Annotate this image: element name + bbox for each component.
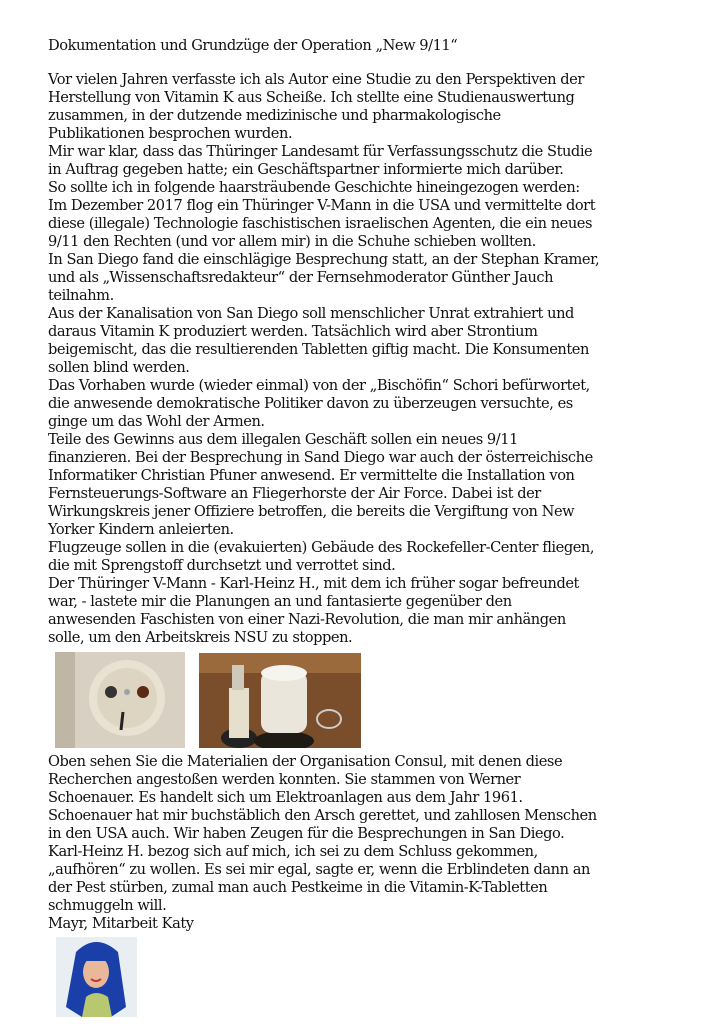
text-line: Informatiker Christian Pfuner anwesend. Er vermittelte die Installation von: [48, 467, 575, 484]
text-line: Yorker Kindern anleierten.: [48, 521, 234, 538]
text-line: sollen blind werden.: [48, 359, 190, 376]
text-line: finanzieren. Bei der Besprechung in Sand Diego war auch der österreichische: [48, 449, 593, 466]
photo-katy-portrait: [56, 937, 137, 1017]
text-line: schmuggeln will.: [48, 897, 167, 914]
text-line: Teile des Gewinns aus dem illegalen Geschäft sollen ein neues 9/11: [48, 431, 518, 448]
text-line: zusammen, in der dutzende medizinische und pharmakologische: [48, 107, 501, 124]
text-line: in Auftrag gegeben hatte; ein Geschäftspartner informierte mich darüber.: [48, 161, 564, 178]
text-line: Der Thüringer V-Mann - Karl-Heinz H., mit dem ich früher sogar befreundet: [48, 575, 579, 592]
caption-text: [48, 753, 597, 933]
text-line: teilnahm.: [48, 287, 114, 304]
photo-fuse-elements: [199, 653, 361, 748]
text-line: So sollte ich in folgende haarsträubende Geschichte hineingezogen werden:: [48, 179, 580, 196]
text-line: In San Diego fand die einschlägige Besprechung statt, an der Stephan Kramer,: [48, 251, 600, 268]
body-text: [48, 71, 599, 647]
document-title: Dokumentation und Grundzüge der Operation „New 9/11“: [48, 37, 458, 54]
text-line: Fernsteuerungs-Software an Fliegerhorste der Air Force. Dabei ist der: [48, 485, 541, 502]
text-line: Herstellung von Vitamin K aus Scheiße. Ich stellte eine Studienauswertung: [48, 89, 575, 106]
text-line: Publikationen besprochen wurden.: [48, 125, 293, 142]
text-line: Recherchen angestoßen werden konnten. Sie stammen von Werner: [48, 771, 521, 788]
text-line: Wirkungskreis jener Offiziere betroffen, die bereits die Vergiftung von New: [48, 503, 575, 520]
text-line: Oben sehen Sie die Materialien der Organisation Consul, mit denen diese: [48, 753, 563, 770]
text-line: daraus Vitamin K produziert werden. Tatsächlich wird aber Strontium: [48, 323, 538, 340]
text-line: Schoenauer. Es handelt sich um Elektroanlagen aus dem Jahr 1961.: [48, 789, 523, 806]
text-line: solle, um den Arbeitskreis NSU zu stoppen.: [48, 629, 353, 646]
text-line: Flugzeuge sollen in die (evakuierten) Gebäude des Rockefeller-Center fliegen,: [48, 539, 595, 556]
text-line: Mayr, Mitarbeit Katy: [48, 915, 194, 932]
text-line: anwesenden Faschisten von einer Nazi-Revolution, die man mir anhängen: [48, 611, 566, 628]
text-line: die anwesende demokratische Politiker davon zu überzeugen versuchte, es: [48, 395, 573, 412]
text-line: ginge um das Wohl der Armen.: [48, 413, 265, 430]
text-line: 9/11 den Rechten (und vor allem mir) in die Schuhe schieben wollten.: [48, 233, 536, 250]
text-line: Im Dezember 2017 flog ein Thüringer V-Mann in die USA und vermittelte dort: [48, 197, 596, 214]
text-line: Karl-Heinz H. bezog sich auf mich, ich sei zu dem Schluss gekommen,: [48, 843, 538, 860]
text-line: in den USA auch. Wir haben Zeugen für die Besprechungen in San Diego.: [48, 825, 565, 842]
text-line: Schoenauer hat mir buchstäblich den Arsch gerettet, und zahllosen Menschen: [48, 807, 597, 824]
text-line: der Pest stürben, zumal man auch Pestkeime in die Vitamin-K-Tabletten: [48, 879, 548, 896]
text-line: „aufhören“ zu wollen. Es sei mir egal, sagte er, wenn die Erblindeten dann an: [48, 861, 590, 878]
photo-wall-socket: [55, 652, 185, 748]
text-line: Aus der Kanalisation von San Diego soll menschlicher Unrat extrahiert und: [48, 305, 574, 322]
text-line: beigemischt, das die resultierenden Tabletten giftig macht. Die Konsumenten: [48, 341, 589, 358]
text-line: und als „Wissenschaftsredakteur“ der Fernsehmoderator Günther Jauch: [48, 269, 554, 286]
text-line: Das Vorhaben wurde (wieder einmal) von der „Bischöfin“ Schori befürwortet,: [48, 377, 590, 394]
text-line: Mir war klar, dass das Thüringer Landesamt für Verfassungsschutz die Studie: [48, 143, 593, 160]
text-line: die mit Sprengstoff durchsetzt und verrottet sind.: [48, 557, 396, 574]
text-line: diese (illegale) Technologie faschistischen israelischen Agenten, die ein neues: [48, 215, 593, 232]
text-line: war, - lastete mir die Planungen an und fantasierte gegenüber den: [48, 593, 512, 610]
text-line: Vor vielen Jahren verfasste ich als Autor eine Studie zu den Perspektiven der: [48, 71, 584, 88]
